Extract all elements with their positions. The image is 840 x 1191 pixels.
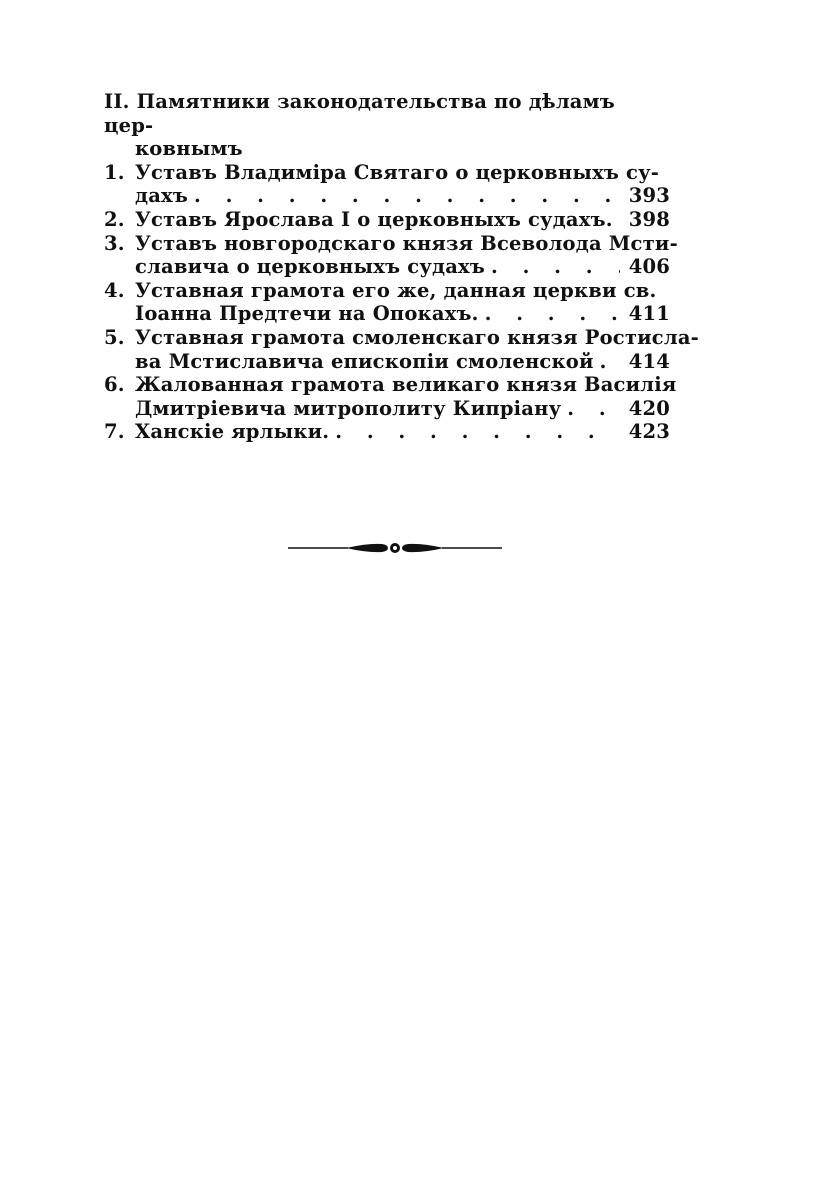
entry-number: 7. [104, 420, 125, 444]
entry-number: 6. [104, 373, 125, 397]
entry-number: 1. [104, 160, 125, 184]
table-of-contents [104, 90, 699, 444]
toc-entry-3 [104, 231, 678, 279]
page-number: 411 [628, 302, 670, 326]
entry-title: Уставная грамота его же, данная церкви св. [135, 278, 657, 302]
leader-dots [194, 184, 620, 208]
entry-number: 3. [104, 231, 125, 255]
toc-entry-1 [104, 161, 670, 208]
toc-entry-5 [104, 325, 699, 373]
page-number: 393 [628, 184, 670, 208]
ornament-divider-icon [288, 538, 502, 558]
toc-entry-2 [104, 208, 670, 232]
toc-entry-7 [104, 420, 670, 444]
entry-number: 5. [104, 325, 125, 349]
leader-dots [485, 302, 620, 326]
entry-title: Жалованная грамота великаго князя Василія [135, 373, 677, 397]
entry-title-cont: дахъ [135, 184, 189, 208]
entry-title-cont: славича о церковныхъ судахъ [135, 255, 486, 279]
entry-title: Уставъ Владиміра Святаго о церковныхъ су- [135, 160, 660, 184]
leader-dots [619, 208, 620, 232]
toc-entry-6 [104, 373, 677, 420]
page-number: 414 [628, 349, 670, 373]
toc-entry-4 [104, 279, 670, 326]
page-number: 423 [628, 420, 670, 444]
section-title-line2: ковнымъ [135, 137, 243, 161]
leader-dots [335, 420, 620, 444]
entry-title-cont: Іоанна Предтечи на Опокахъ. [135, 302, 479, 326]
page-number: 406 [628, 255, 670, 279]
leader-dots [567, 397, 620, 421]
entry-title-cont: Дмитріевича митрополиту Кипріану [135, 396, 562, 420]
entry-number: 2. [104, 207, 125, 231]
leader-dots [491, 255, 620, 279]
page-number: 420 [628, 396, 670, 420]
entry-title: Уставъ Ярослава I о церковныхъ судахъ. [135, 207, 613, 231]
leader-dots [600, 350, 620, 374]
section-heading [104, 90, 670, 161]
entry-number: 4. [104, 278, 125, 302]
entry-title: Уставная грамота смоленскаго князя Ростисла- [135, 325, 699, 349]
page-number: 398 [628, 207, 670, 231]
entry-title: Ханскіе ярлыки. [135, 420, 330, 444]
entry-title: Уставъ новгородскаго князя Всеволода Мсти- [135, 231, 678, 255]
entry-title-cont: ва Мстиславича епископіи смоленской [135, 349, 594, 373]
section-title-line1: II. Памятники законодательства по дѣламъ цер- [104, 90, 615, 137]
